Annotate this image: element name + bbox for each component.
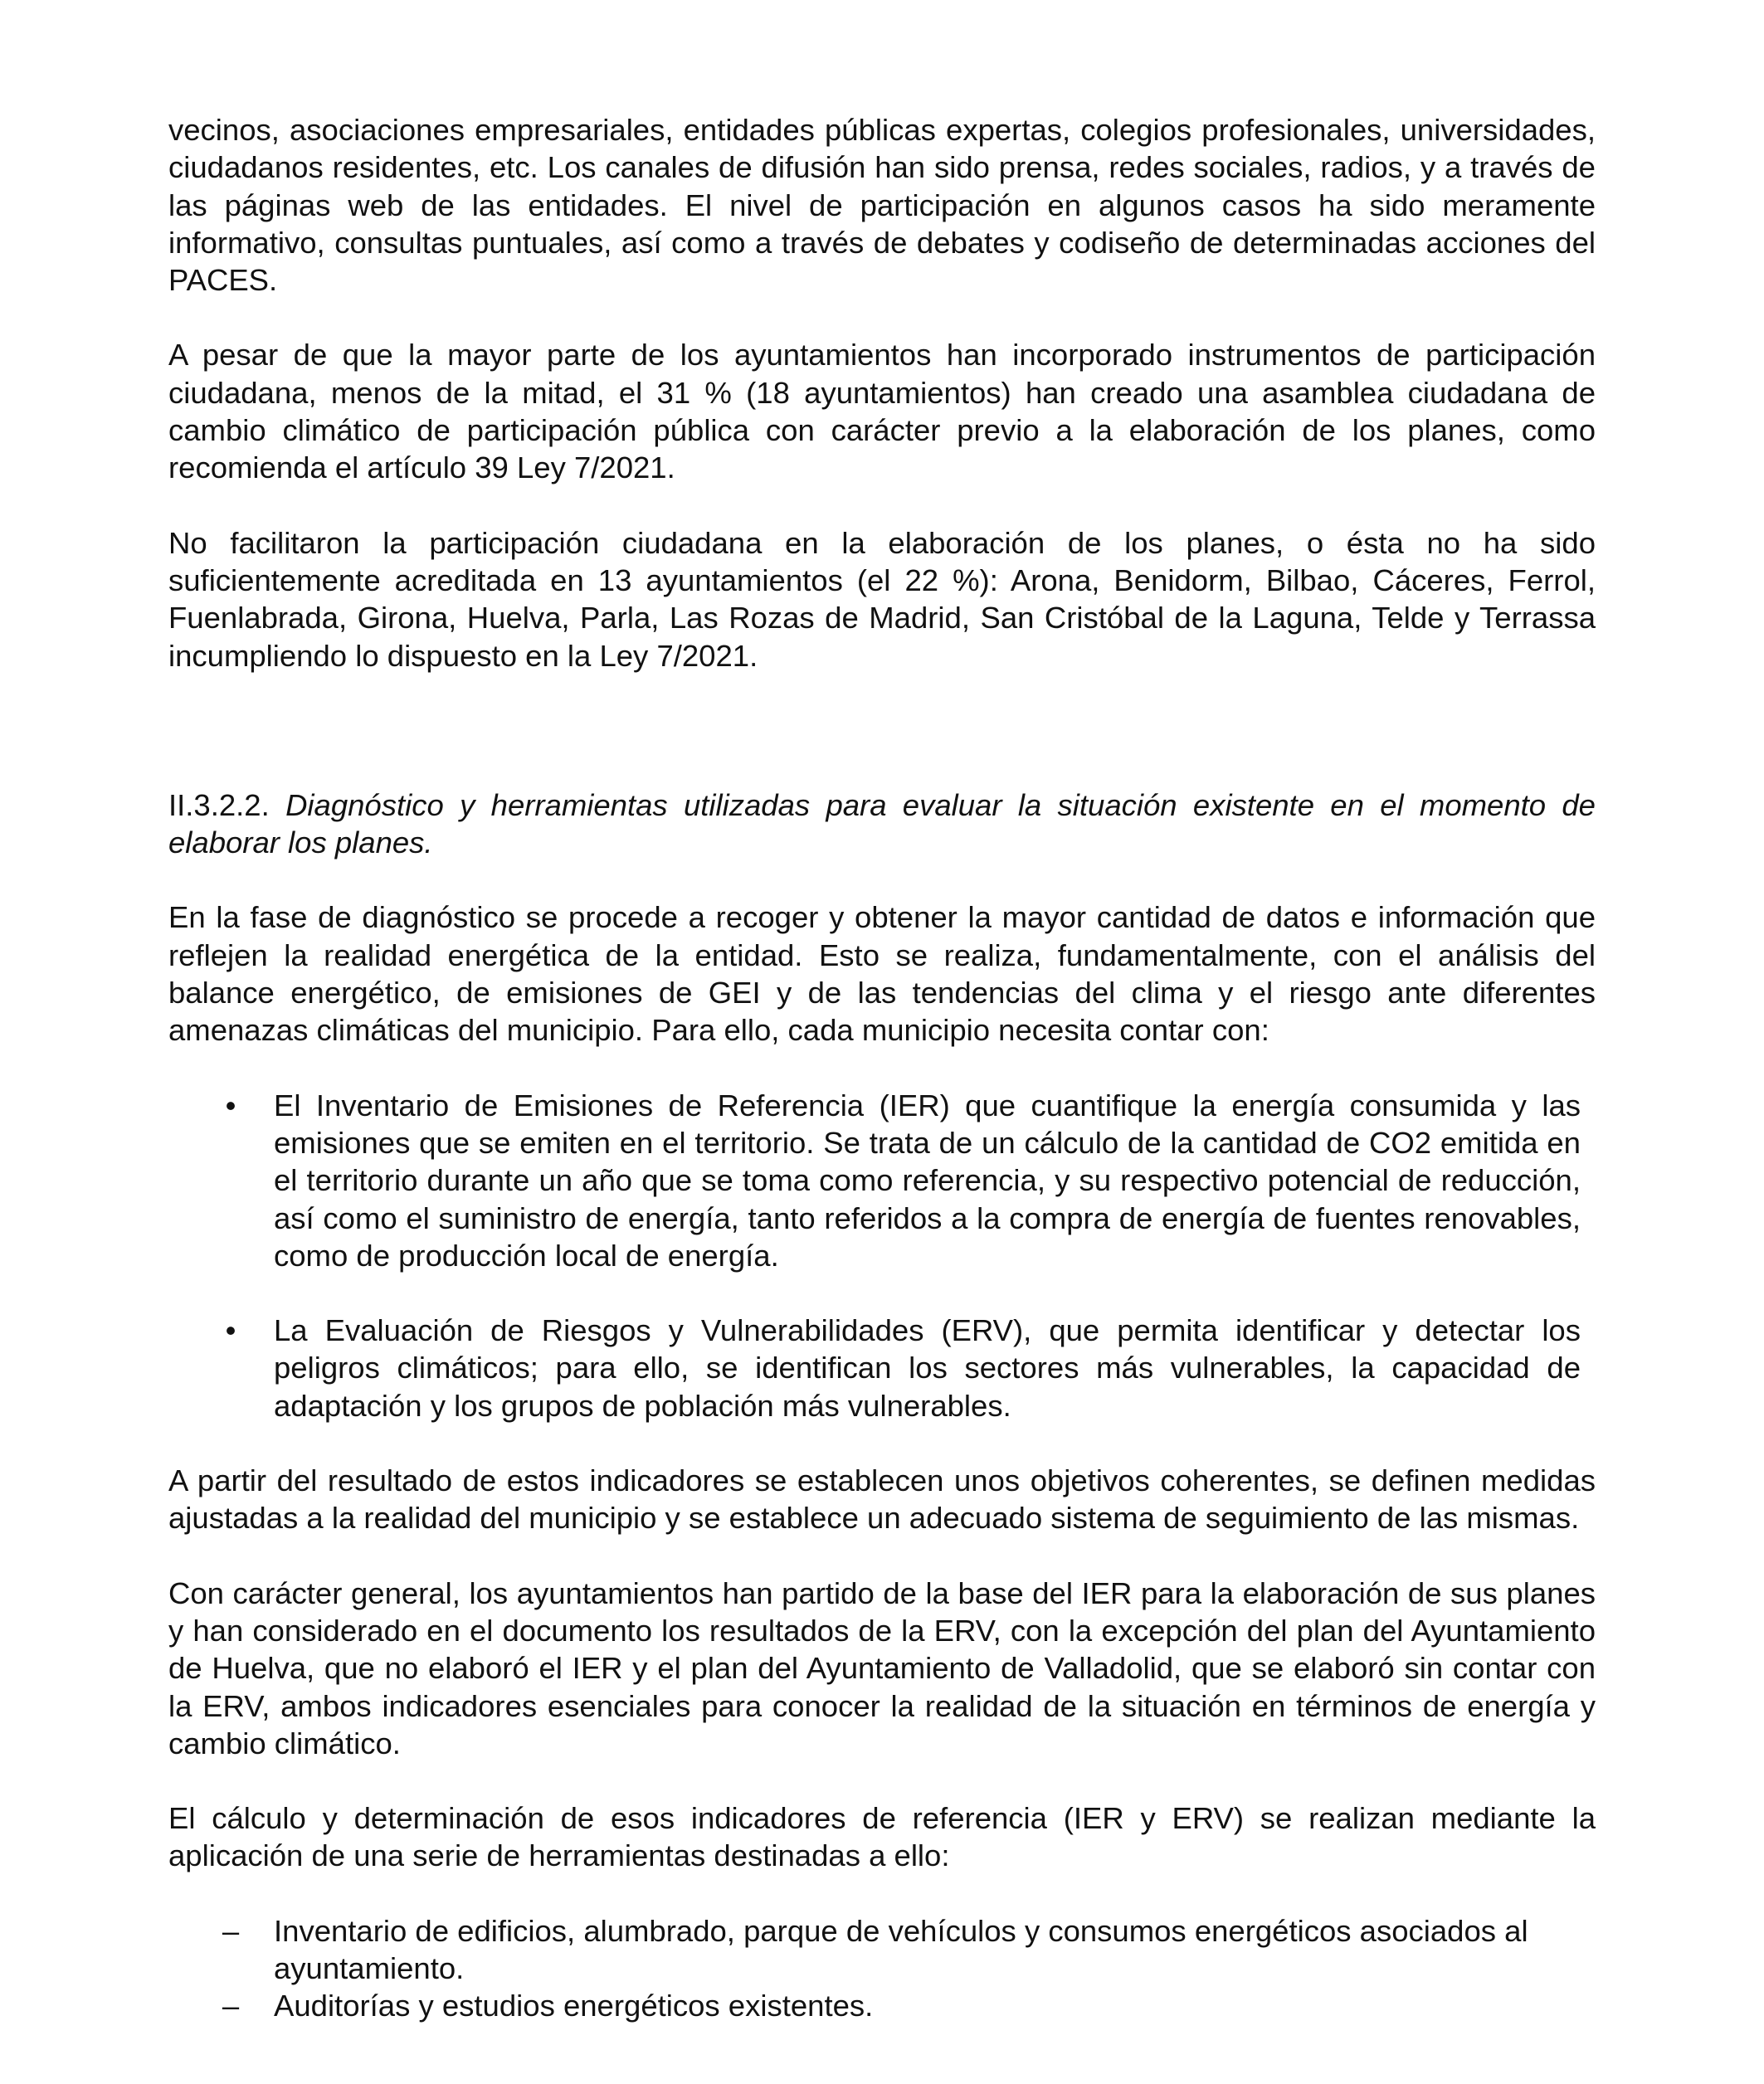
list-item — [168, 1912, 1596, 1988]
paragraph-objectives: A partir del resultado de estos indicadores se establecen unos objetivos coherentes, se definen medidas ajustadas a la realidad del municipio y se establece un adecuado sistema de seguimiento de las mismas. — [168, 1463, 1596, 1536]
dash-icon: – — [222, 1913, 240, 1948]
paragraph-citizen-assembly: A pesar de que la mayor parte de los ayuntamientos han incorporado instrumentos de participación ciudadana, menos de la mitad, el 31 % (18 ayuntamientos) han creado una asamblea ciudadana de cambio climático de participación pública con carácter previo a la elaboración de los planes, como recomienda el artículo 39 Ley 7/2021. — [168, 338, 1596, 485]
list-item — [168, 1312, 1596, 1424]
bullet-icon: • — [225, 1313, 236, 1348]
list-item — [168, 1087, 1596, 1274]
list-item — [168, 1987, 1596, 2024]
list-item-text: El Inventario de Emisiones de Referencia (IER) que cuantifique la energía consumida y las emisiones que se emiten en el territorio. Se trata de un cálculo de la cantidad de CO2 emitida en el territorio durante un año que se toma como referencia, y su respectivo potencial de reducción, así como el suministro de energía, tanto referidos a la compra de energía de fuentes renovables, como de producción local de energía. — [274, 1088, 1581, 1273]
paragraph-noncompliant-councils: No facilitaron la participación ciudadana en la elaboración de los planes, o ésta no ha sido suficientemente acreditada en 13 ayuntamientos (el 22 %): Arona, Benidorm, Bilbao, Cáceres, Ferrol, Fuenlabrada, Girona, Huelva, Parla, Las Rozas de Madrid, San Cristóbal de la Laguna, Telde y Terrassa incumpliendo lo dispuesto en la Ley 7/2021. — [168, 525, 1596, 673]
paragraph-ier-erv-usage: Con carácter general, los ayuntamientos han partido de la base del IER para la elaboración de sus planes y han considerado en el documento los resultados de la ERV, con la excepción del plan del Ayuntamiento de Huelva, que no elaboró el IER y el plan del Ayuntamiento de Valladolid, que se elaboró sin contar con la ERV, ambos indicadores esenciales para conocer la realidad de la situación en términos de energía y cambio climático. — [168, 1575, 1596, 1760]
dash-list-tools — [168, 1912, 1596, 2025]
document-page — [168, 111, 1596, 2025]
list-item-text: La Evaluación de Riesgos y Vulnerabilidades (ERV), que permita identificar y detectar los peligros climáticos; para ello, se identifican los sectores más vulnerables, la capacidad de adaptación y los grupos de población más vulnerables. — [274, 1313, 1581, 1423]
paragraph-participation-channels: vecinos, asociaciones empresariales, entidades públicas expertas, colegios profesionales, universidades, ciudadanos residentes, etc. Los canales de difusión han sido prensa, redes sociales, radios, y a través de las páginas web de las entidades. El nivel de participación en algunos casos ha sido meramente informativo, consultas puntuales, así como a través de debates y codiseño de determinadas acciones del PACES. — [168, 113, 1596, 298]
dash-icon: – — [222, 1989, 240, 2023]
section-title: Diagnóstico y herramientas utilizadas para evaluar la situación existente en el momento de elaborar los planes. — [168, 787, 1596, 860]
section-number: II.3.2.2. — [168, 787, 270, 822]
bullet-icon: • — [225, 1088, 236, 1122]
bullet-list-indicators — [168, 1087, 1596, 1424]
list-item-text: Auditorías y estudios energéticos existentes. — [274, 1989, 874, 2023]
list-item-text: Inventario de edificios, alumbrado, parque de vehículos y consumos energéticos asociados al ayuntamiento. — [274, 1913, 1528, 1985]
paragraph-diagnosis-phase: En la fase de diagnóstico se procede a recoger y obtener la mayor cantidad de datos e información que reflejen la realidad energética de la entidad. Esto se realiza, fundamentalmente, con el análisis del balance energético, de emisiones de GEI y de las tendencias del clima y el riesgo ante diferentes amenazas climáticas del municipio. Para ello, cada municipio necesita contar con: — [168, 900, 1596, 1048]
paragraph-tools-intro: El cálculo y determinación de esos indicadores de referencia (IER y ERV) se realizan mediante la aplicación de una serie de herramientas destinadas a ello: — [168, 1801, 1596, 1873]
section-heading — [168, 786, 1596, 862]
